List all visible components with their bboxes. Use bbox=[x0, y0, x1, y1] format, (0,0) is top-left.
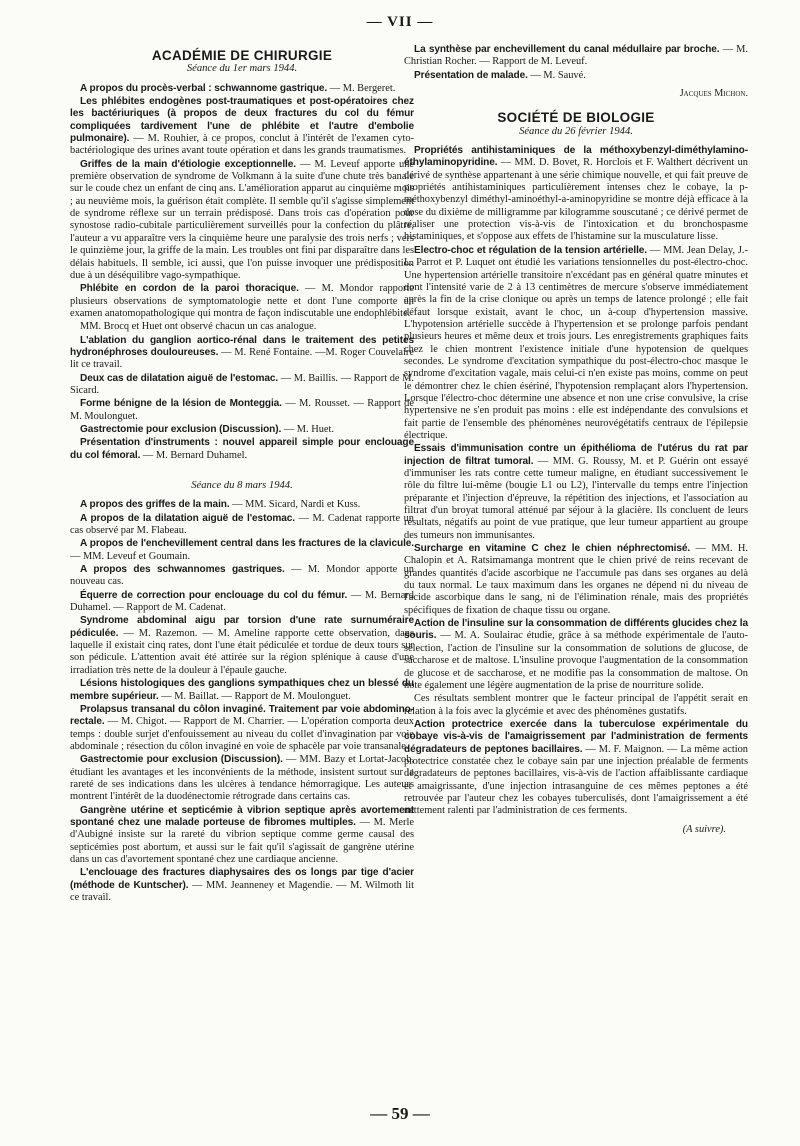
entries-session-1 bbox=[70, 83, 414, 462]
entry-title: Deux cas de dilatation aiguë de l'estomac. bbox=[80, 372, 279, 384]
entry-body: — M. Baillat. — Rapport de M. Moulonguet. bbox=[158, 690, 351, 702]
entry-body: — MM. Sicard, Nardi et Kuss. bbox=[229, 499, 361, 511]
entry-body: — M. Rousset. — Rapport de M. Moulonguet. bbox=[70, 398, 414, 422]
entry-title: Gangrène utérine et septicémie à vibrion septique après avortement spontané chez une malade porteuse de fibromes multiples. bbox=[70, 804, 414, 828]
entry-body: — M. Mondor apporte un nouveau cas. bbox=[70, 564, 414, 588]
entry bbox=[404, 70, 748, 82]
entry bbox=[70, 678, 414, 703]
entry bbox=[70, 96, 414, 158]
entry-title: La synthèse par enchevillement du canal médullaire par broche. bbox=[414, 44, 720, 55]
right-column bbox=[404, 44, 748, 836]
entry bbox=[70, 335, 414, 372]
entry-body: — M. Rouhier, à ce propos, conclut à l'intérêt de l'examen cyto-bactériologique des urines avant toute opération et dans les grands traumatismes. bbox=[70, 133, 414, 157]
entry-body: — M. Christian Rocher. — Rapport de M. Leveuf. bbox=[404, 44, 748, 68]
entry bbox=[404, 443, 748, 542]
entry bbox=[70, 513, 414, 538]
entry-body: — MM. Jean Delay, J.-L. Parrot et P. Luquet ont étudié les variations tensionnelles du post-électro-choc. Une hypertension artérielle transitoire n'excédant pas en général quatre minutes et dont l'intensité varie de 2 à 13 centimètres de mercure s'observe immédiatement après la fin de la crise clonique ou après un temps de latence prolongé ; elle fait défaut lorsque existait, avant le choc, un à-coup d'hypertension massive. L'hypotension artérielle succède à l'hypertension et se prolonge parfois pendant plusieurs heures et même deux et trois jours. Les enregistrements graphiques faits chez le chien montrent l'existence initiale d'une hypotension de quelques secondes. Le syndrome d'excitation sympathique du post-électro-choc masque le syndrome d'excitation vagale, mais celui-ci n'en existe pas moins, comme on peut le démontrer chez le chien ésériné, l'hypotension remplaçant alors l'hypertension. Lorsque l'électro-choc détermine une absence et non une crise convulsive, la crise hypertensive ne s'en produit pas moins : elle est indépendante des convulsions et fait partie de l'ensemble des phénomènes neurovégétatifs centraux de l'épilepsie électrique. bbox=[404, 244, 748, 441]
entry-body: — MM. H. Chalopin et A. Ratsimamanga montrent que le chien privé de reins recevant de grandes quantités d'acide ascorbique ne l'accumule pas dans ses organes au delà du taux normal. Le taux maximum dans les organes ne dépend ni du niveau de l'acide ascorbique dans le sang, ni de l'élimination rénale, mais des propriétés spécifiques de fixation de chaque tissu ou organe. bbox=[404, 543, 748, 616]
entry bbox=[70, 499, 414, 511]
entry-title: Équerre de correction pour enclouage du col du fémur. bbox=[80, 589, 348, 601]
entry bbox=[70, 437, 414, 462]
entry bbox=[70, 867, 414, 904]
entry-title: Prolapsus transanal du côlon invaginé. Traitement par voie abdomino-rectale. bbox=[70, 703, 414, 728]
entry-body: — M. Mondor rapporte plusieurs observations de symptomatologie nette et dont l'une comporte un examen anatomopathologique qui montra de façon indiscutable une endophlébite. bbox=[70, 283, 414, 319]
entry-title: Propriétés antihistaminiques de la méthoxybenzyl-diméthylamino-éthylaminopyridine. bbox=[404, 145, 748, 169]
entry-title: Phlébite en cordon de la paroi thoracique. bbox=[80, 283, 299, 295]
entry bbox=[70, 321, 414, 333]
entry-title: A propos des schwannomes gastriques. bbox=[80, 564, 285, 576]
entry-title: Forme bénigne de la lésion de Monteggia. bbox=[80, 398, 282, 410]
entry-body: — M. Huet. bbox=[281, 423, 335, 435]
entry-body: — MM. D. Bovet, R. Horclois et F. Walthert décrivent un dérivé de synthèse appartenant à une série chimique nouvelle, et qui fait preuve de propriétés antihistaminiques particulièrement intenses chez le cobaye, la p-méthoxybenzyl diméthyl-aminoéthyl-a-aminopyridine se montre déjà efficace à la dose du dixième de milligramme par kilogramme souscutané ; ce dérivé permet de réaliser une protection vis-à-vis de l'intoxication et du bronchospasme histaminiques, et s'oppose aux effets de l'histamine sur la musculature lisse. bbox=[404, 157, 748, 243]
entry-title: A propos de l'enchevillement central dans les fractures de la clavicule. bbox=[80, 538, 414, 550]
entry bbox=[404, 145, 748, 244]
entry bbox=[70, 373, 414, 398]
entry bbox=[70, 590, 414, 615]
entry-body: — MM. Bazy et Lortat-Jacob, étudiant les avantages et les inconvénients de la méthode, insistent surtout sur la rareté de ses indications dans les ulcères à tendance hémorragique. Les auteurs montrent l'intérêt de la duodénectomie rétrograde dans certains cas. bbox=[70, 754, 414, 803]
entry-body: — MM. Leveuf et Goumain. bbox=[70, 550, 191, 562]
entry-body: Ces résultats semblent montrer que le facteur principal de l'appétit serait en relation à la fois avec la glycémie et avec des phénomènes gustatifs. bbox=[404, 693, 748, 717]
entry-title: Essais d'immunisation contre un épithélioma de l'utérus du rat par injection de filtrat tumoral. bbox=[404, 443, 748, 467]
entry-body: — M. Bernard Duhamel. — Rapport de M. Cadenat. bbox=[70, 589, 414, 614]
entry bbox=[404, 543, 748, 617]
entry-title: Surcharge en vitamine C chez le chien néphrectomisé. bbox=[414, 543, 691, 555]
entry-title: L'enclouage des fractures diaphysaires des os longs par tige d'acier (méthode de Kuntscher). bbox=[70, 867, 414, 891]
entry bbox=[70, 398, 414, 423]
entry-body: — M. Cadenat rapporte un cas observé par M. Flabeau. bbox=[70, 512, 414, 537]
entry bbox=[70, 704, 414, 753]
to-follow-note: (A suivre). bbox=[682, 823, 726, 835]
entry-body: — M. Merle d'Aubigné insiste sur la rareté du vibrion septique comme germe causal des septicémies post abortum, et aussi sur le fait qu'il s'agissait de gangrène utérine dans un cas d'avortement spontané chez une cardiaque ancienne. bbox=[70, 816, 414, 865]
entry bbox=[70, 754, 414, 803]
entries-biologie bbox=[404, 145, 748, 818]
society-title-biologie: SOCIÉTÉ DE BIOLOGIE bbox=[497, 110, 655, 126]
entry bbox=[70, 564, 414, 589]
entry-body: — M. F. Maignon. — La même action protectrice constatée chez le cobaye sain par une injection préalable de ferments dégradateurs de peptones bacillaires, vis-à-vis de l'action affaiblissante cardiaque et amaigrissante, d'une injection intrasanguine de ces mêmes peptones a été retrouvée par l'auteur chez les cobayes tuberculisés, dont l'amaigrissement a été nettement ralenti par l'administration de ces ferments. bbox=[404, 743, 748, 817]
entry bbox=[404, 618, 748, 692]
entry bbox=[70, 538, 414, 563]
entry-body: — M. Sauvé. bbox=[527, 69, 586, 81]
entry bbox=[404, 693, 748, 718]
entry-body: MM. Brocq et Huet ont observé chacun un cas analogue. bbox=[80, 321, 317, 333]
entries-continued bbox=[404, 44, 748, 82]
entry-title: Présentation d'instruments : nouvel appareil simple pour enclouage du col fémoral. bbox=[70, 437, 414, 461]
entry-title: A propos des griffes de la main. bbox=[80, 499, 230, 511]
entry-body: — MM. Jeanneney et Magendie. — M. Wilmoth lit ce travail. bbox=[70, 879, 414, 903]
entry-title: Lésions histologiques des ganglions sympathiques chez un blessé du membre supérieur. bbox=[70, 678, 414, 702]
entry-body: — M. Baillis. — Rapport de M. Sicard. bbox=[70, 372, 414, 396]
entry-body: — M. René Fontaine. —M. Roger Couvelaire lit ce travail. bbox=[70, 346, 414, 371]
left-column bbox=[70, 44, 414, 905]
entry-body: — M. Razemon. — M. Ameline rapporte cette observation, dans laquelle il existait cinq rates, dont l'une était pédiculée et tordue de deux tours sur son pédicule. L'attention avait été attirée sur la région splénique à cause d'une irradiation très nette de la douleur à l'épaule gauche. bbox=[70, 627, 414, 676]
entries-session-2 bbox=[70, 499, 414, 904]
entry-title: Action de l'insuline sur la consommation de différents glucides chez la souris. bbox=[404, 618, 748, 642]
entry-title: Syndrome abdominal aigu par torsion d'une rate surnuméraire pédiculée. bbox=[70, 615, 414, 639]
entry-title: L'ablation du ganglion aortico-rénal dans le traitement des petites hydronéphroses douloureuses. bbox=[70, 334, 414, 358]
entry bbox=[70, 805, 414, 867]
society-title-academie: ACADÉMIE DE CHIRURGIE bbox=[151, 48, 333, 63]
roman-page-header: — VII — bbox=[366, 14, 434, 30]
entry bbox=[404, 245, 748, 443]
entry-title: A propos du procès-verbal : schwannome gastrique. bbox=[80, 82, 328, 94]
entry bbox=[70, 83, 414, 95]
session-date-1: Séance du 1er mars 1944. bbox=[186, 63, 298, 75]
entry-title: Gastrectomie pour exclusion (Discussion). bbox=[80, 423, 282, 435]
entry-title: Les phlébites endogènes post-traumatiques et post-opératoires chez les bactériuriques (à propos de deux fractures du col du fémur compliquées tardivement l'une de phlébite et l'autre d'embolie pulmonaire). bbox=[70, 96, 414, 145]
entry bbox=[404, 44, 748, 69]
entry bbox=[70, 283, 414, 320]
entry-body: — MM. G. Roussy, M. et P. Guérin ont essayé d'immuniser les rats contre cette tumeur maligne, en étudiant successivement le rôle du filtre lui-même (bougie L1 ou L2), l'intervalle du temps entre l'injection préparante et l'injection d'épreuve, la répétition des injections, et l'association au filtrat d'un broyat tumoral atténué par séjour à la glacière. Ils concluent de leurs résultats, négatifs au point de vue pratique, que leur tumeur appartient au groupe des tumeurs non immunisantes. bbox=[404, 455, 748, 541]
page-number: — 59 — bbox=[370, 1104, 430, 1123]
entry bbox=[404, 719, 748, 818]
entry-body: — M. Chigot. — Rapport de M. Charrier. — L'opération comporta deux temps : double surjet d'enfouissement au niveau du collet d'invagination par voie abdominale ; résection du côlon invaginé en voie de sphacèle par voie transanale. bbox=[70, 716, 414, 752]
entry-body: — M. Leveuf apporte une première observation de syndrome de Volkmann à la suite d'une chute très banale sur le coude chez un enfant de cinq ans. L'amélioration apparut au cinquième mois ; au neuvième mois, la guérison était complète. Il semble qu'il s'agisse simplement de syndrome réflexe sur un terrain prédisposé. Dans trois cas d'opération pour synostose radio-cubitale particulièrement surveillés pour la confection du plâtre, l'auteur a vu apparaître vers la cinquième heure une paralysie des trois nerfs ; vers le quinzième jour, la griffe de la main. Les troubles ont fini par disparaître dans les délais habituels. Il semble, ici aussi, que l'on puisse invoquer une prédisposition due à un déséquilibre vago-sympathique. bbox=[70, 158, 414, 281]
entry-title: Gastrectomie pour exclusion (Discussion). bbox=[80, 754, 283, 766]
entry-body: — M. Bergeret. bbox=[327, 82, 396, 94]
session-date-2: Séance du 8 mars 1944. bbox=[191, 480, 293, 491]
entry bbox=[70, 159, 414, 282]
entry bbox=[70, 615, 414, 677]
entry-title: Action protectrice exercée dans la tuberculose expérimentale du cobaye vis-à-vis de l'amaigrissement par l'administration de ferments dégradateurs de peptones bacillaires. bbox=[404, 718, 748, 755]
entry-title: Présentation de malade. bbox=[414, 69, 528, 81]
entry-title: A propos de la dilatation aiguë de l'estomac. bbox=[80, 512, 296, 524]
entry-body: — M. Bernard Duhamel. bbox=[140, 449, 248, 461]
author-signature: Jacques Michon. bbox=[679, 88, 748, 100]
session-date-biologie: Séance du 26 février 1944. bbox=[519, 125, 633, 137]
entry-title: Griffes de la main d'étiologie exceptionnelle. bbox=[80, 158, 296, 170]
entry-body: — M. A. Soulairac étudie, grâce à sa méthode expérimentale de l'auto-sélection, l'action de l'insuline sur la consommation de solutions de glucose, de saccharose et de maltose. L'insuline provoque l'augmentation de la consommation de glucose et de saccharose, et ne modifie pas la consommation de maltose. On note également une légère augmentation de la prise de nourriture solide. bbox=[404, 630, 748, 691]
entry bbox=[70, 424, 414, 436]
entry-title: Electro-choc et régulation de la tension artérielle. bbox=[414, 244, 647, 256]
